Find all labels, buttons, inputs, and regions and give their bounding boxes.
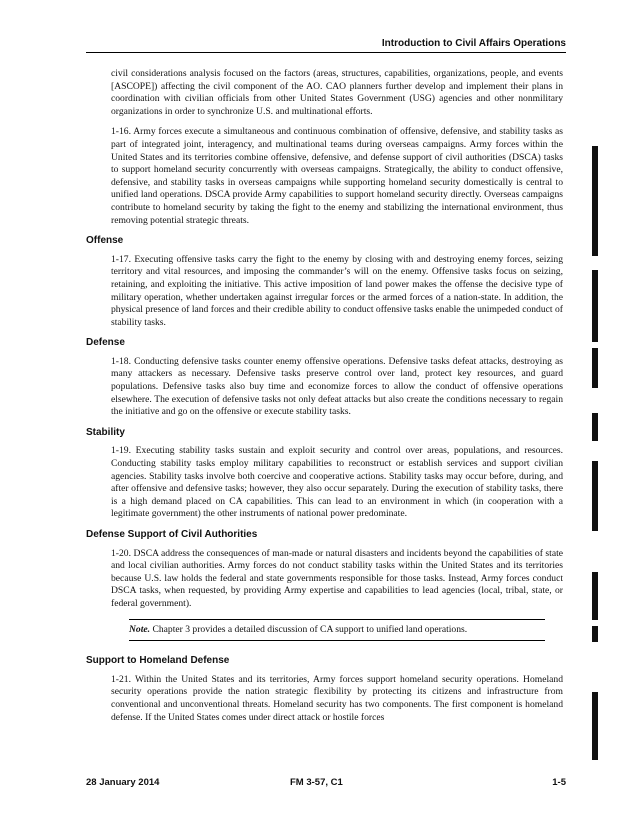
change-bar [592, 413, 598, 441]
change-bar [592, 626, 598, 642]
footer-doc-number: FM 3-57, C1 [290, 777, 343, 788]
change-bar [592, 270, 598, 342]
paragraph-1-16: 1-16. Army forces execute a simultaneous and continuous combination of offensive, defensive, and stability tasks as part of integrated joint, interagency, and multinational teams during overseas campaigns. Army forces within the United States and its territories combine offensive, defensive, and defense support of civil authorities (DSCA) tasks to support homeland security concurrently with overseas campaigns. Strategically, the ability to conduct offensive, defensive, and stability tasks in overseas campaigns while supporting homeland security domestically is central to unified land operations. DSCA provide Army capabilities to support homeland security directly. Overseas campaigns contribute to homeland security by taking the fight to the enemy and stabilizing the international environment, thus removing potential strategic threats. [111, 126, 563, 226]
change-bar [592, 348, 598, 388]
note-text: Chapter 3 provides a detailed discussion of CA support to unified land operations. [150, 623, 468, 635]
note-box [129, 619, 545, 642]
footer-page-number: 1-5 [552, 777, 566, 788]
paragraph-1-19: 1-19. Executing stability tasks sustain and exploit security and control over areas, populations, and resources. Conducting stability tasks employ military capabilities to reconstruct or establish services and support civilian agencies. Stability tasks involve both coercive and cooperative actions. Stability tasks may occur before, during, and after offensive and defensive tasks; however, they also occur separately. During the execution of stability tasks, there is a high demand placed on CA capabilities. This can lead to an environment in which (in cooperation with a legitimate government) the other instruments of national power predominate. [111, 445, 563, 520]
body-text [86, 68, 563, 732]
note-label: Note. [129, 623, 151, 635]
change-bar [592, 692, 598, 760]
heading-stability: Stability [86, 426, 125, 438]
paragraph-intro: civil considerations analysis focused on the factors (areas, structures, capabilities, organizations, people, and events [ASCOPE]) affecting the civil component of the AO. CAO planners further develop and implement their plans in coordination with civilian officials from other United States Government (USG) agencies and other nonmilitary organizations in order to synchronize U.S. and multinational efforts. [111, 68, 563, 117]
paragraph-1-20: 1-20. DSCA address the consequences of man-made or natural disasters and incidents beyond the capabilities of state and local civilian authorities. Army forces do not conduct stability tasks within the United States and its territories because U.S. law holds the federal and state governments responsible for those tasks. Instead, Army forces conduct DSCA tasks, when requested, by providing Army expertise and capabilities to lead agencies (local, tribal, state, or federal government). [111, 547, 563, 609]
heading-defense: Defense [86, 337, 125, 349]
change-bar [592, 572, 598, 620]
paragraph-1-21: 1-21. Within the United States and its territories, Army forces support homeland security operations. Homeland security operations provide the nation strategic flexibility by protecting its citizens and infrastructure from conventional and unconventional threats. Homeland security has two components. The first component is homeland defense. If the United States comes under direct attack or hostile forces [111, 673, 563, 723]
heading-homeland-defense: Support to Homeland Defense [86, 655, 230, 667]
change-bar [592, 461, 598, 531]
heading-dsca: Defense Support of Civil Authorities [86, 529, 258, 540]
footer-date: 28 January 2014 [86, 777, 160, 788]
paragraph-1-18: 1-18. Conducting defensive tasks counter enemy offensive operations. Defensive tasks defeat attacks, destroying as many attackers as necessary. Defensive tasks preserve control over land, protect key resources, and guard populations. Defensive tasks also buy time and economize forces to allow the conduct of offensive operations elsewhere. The execution of defensive tasks not only defeat attacks but also create the conditions necessary to regain the initiative and go on the offensive or execute stability tasks. [111, 355, 563, 418]
header-rule [86, 52, 566, 53]
change-bar [592, 146, 598, 256]
paragraph-1-17: 1-17. Executing offensive tasks carry the fight to the enemy by closing with and destroying enemy forces, seizing territory and vital resources, and imposing the commander’s will on the enemy. Offensive tasks focus on seizing, retaining, and exploiting the initiative. This active imposition of land power makes the offense the decisive type of military operation, whether undertaken against irregular forces or the armed forces of a nation-state. In addition, the physical presence of land forces and their credible ability to conduct offensive tasks enable the unimpeded conduct of stability tasks. [111, 253, 563, 328]
heading-offense: Offense [86, 235, 124, 247]
running-header: Introduction to Civil Affairs Operations [381, 38, 566, 49]
